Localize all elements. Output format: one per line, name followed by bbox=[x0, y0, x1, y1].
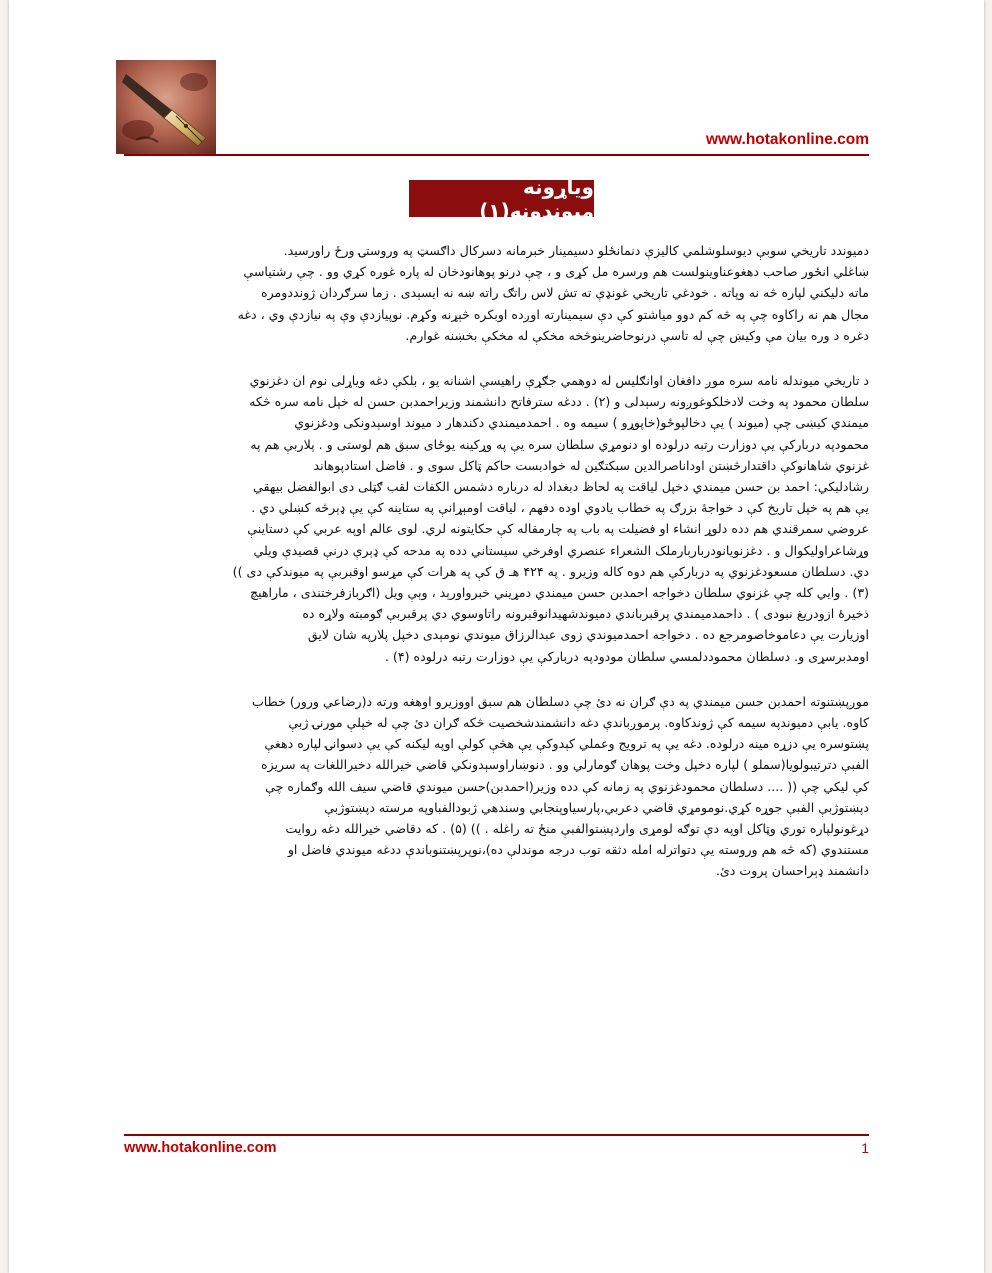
text-line: دمیوندد تاریخي سوبې دیوسلوشلمي کالیزې دنمانځلو دسیمینار خبرمانه دسرکال داګسټ په وروستۍ ورځ راورسید. bbox=[283, 243, 869, 258]
header-website-link[interactable]: www.hotakonline.com bbox=[705, 131, 869, 148]
text-line: غزنوي شاهانوکې داقتدارڅښتن اوداناصرالدین سبکتګین له خوادبست حاکم ټاکل سوی و . فاضل استادپوهاند bbox=[313, 457, 869, 473]
text-line: دړغونولپاره توري وټاکل اوپه دې توګه لومړی واردپښتوالفبې منځ ته راغله . )) (۵) . که دقاضي خیرالله دغه روایت bbox=[285, 821, 869, 837]
footer-divider bbox=[124, 1134, 869, 1136]
text-line: میمندي کیښی چې (میوند ) یې دخالپوځو(خاپوړو ) سیمه وه . احمدمیمندي دکندهار د میوند اوسېدونکی ودغزنوي bbox=[294, 415, 869, 431]
paragraph bbox=[124, 370, 869, 667]
text-line: دي. دسلطان مسعودغزنوي په دربارکې هم دوه کاله وزیرو . په ۴۲۴ هـ ق کې په هرات کې مړسو اوقبربې په میوندکې دی )) bbox=[232, 563, 869, 579]
text-line: دغره د وره بیان مې وکیښ چې له تاسې درنوحاضرینوڅخه مخکې له مخکې بخښنه غوارم. bbox=[405, 327, 869, 343]
article-title: ویاړونه میوندونه(۱) bbox=[409, 180, 594, 217]
page-number: 1 bbox=[861, 1140, 869, 1156]
text-line: رشادلیکي: احمد بن حسن میمندي دخپل لیاقت په لحاظ دبغداد له درباره دشمس الکفات لقب ګټلی دی ابوالفضل بیهقي bbox=[253, 479, 869, 495]
text-line: پښتوسره یې دزړه مینه درلوده. دغه یې په ترویج وعملي کېدوکې یې هڅې کولې اوپه لیکنه کې یې دسوانۍ لپاره دهغې bbox=[264, 736, 869, 752]
paragraph bbox=[124, 240, 869, 346]
text-line: یې هم په خپل تاریخ کې د خواجهٔ بزرګ په خطاب یادوي اوده دفهم ، لیاقت اومېړانې په ستاینه کې یې ډېرڅه کښلي دي . bbox=[251, 500, 869, 516]
document-page bbox=[9, 0, 984, 1273]
text-line: مجال هم نه راکاوه چې په څه کم دوو میاشتو کې دې سیمینارته اوږده اوبکره څېړنه وکړم. نوپیازدې وې په نیازدې وي ، دغه bbox=[237, 306, 869, 322]
paragraph bbox=[124, 691, 869, 882]
text-line: موږپښتنوته احمدبن حسن میمندي په دې ګران نه دئ چې دسلطان هم سبق اووزیرو اوهغه ورته د(رضاعي ورور) خطاب bbox=[251, 693, 869, 709]
text-line: اومدبرسړی و. دسلطان محموددلمسي سلطان مودودپه دربارکې یې دوزارت رتبه درلوده (۴) . bbox=[384, 648, 869, 664]
header-divider bbox=[124, 154, 869, 156]
text-line: (۳) . وایي کله چې غزنوي سلطان دخواجه احمدبن حسن میمندي دمړیني خبرواورېد ، وېې ویل (اګربازفرختندی ، ماراهیچ bbox=[249, 585, 869, 601]
text-line: مستندوي (که څه هم وروسته یې دتواترله امله دثقه توب درجه موندلې ده)،نوپرپښتنوباندې ددغه میوندي فاضل او bbox=[287, 842, 869, 858]
text-line: عروضي سمرقندي هم دده دلوړ انشاء او فضیلت په باب په چارمقاله کې حکایتونه لري. لوی عالم اوپه عربي کې دستاینې bbox=[247, 521, 869, 537]
text-line: دانشمند ډېراحسان پروت دئ. bbox=[715, 863, 869, 879]
text-line: ښاغلي انځور صاحب دهغوعناوینولست هم ورسره مل کړی و ، چې درنو پوهانودخان له پاره غوره کړي وو . چې رشتیاسې bbox=[243, 264, 869, 280]
text-line: دپښتوژبې الفبې جوړه کړي.نومومړي قاضي دعربي،پارسیاوپنجابي وسندهي ژبودالفباوپه مرسته دپښتوژبې bbox=[324, 799, 869, 815]
text-line: ذخیرهٔ ازودریغ نبودی ) . داحمدمیمندي پرقبرباندي دمیوندشهیدانوقبرونه راتاوسوي دي پرقبربې ګومبته ولاړه ده bbox=[302, 606, 869, 622]
text-line: کاوه. یابې دمیوندپه سیمه کې ژوندکاوه. پرموږباندې دغه دانشمندشخصیت څکه ګران دئ چې له خپلې مورنۍ ژبې bbox=[288, 715, 869, 731]
text-line: اوزیارت یې دعاموخاصومرجع ده . دخواجه احمدمیوندي زوی عبدالرزاق میوندي نومېدی دخپل پلارپه شان لایق bbox=[307, 627, 869, 643]
fountain-pen-nib-icon bbox=[116, 60, 216, 154]
text-line: ماته دلیکني لپاره څه نه وپاته . خودغي تاریخي غونډې ته تش لاس راتګ راته ښه نه ایسېدی . زما سرګردان ژونددومره bbox=[260, 285, 869, 301]
text-line: د تاریخي میوندله نامه سره موږ دافغان اوانګلیس له دوهمي جګړې راهیسې اشنانه یو ، بلکې دغه ویاړلی نوم ان دغزنوي bbox=[249, 373, 869, 389]
text-line: کې لیکي چې (( .... دسلطان محمودغزنوي په زمانه کې دده وزیر(احمدبن)حسن میوندي قاضي سیف الله وګماره چې bbox=[265, 778, 869, 794]
text-line: محمودپه دربارکې یې دوزارت رتبه درلوده او دنومړي سلطان سره یې په وړکینه یوځای سبق هم لوستی و . پلاربې هم په bbox=[250, 436, 869, 452]
footer-website-link[interactable]: www.hotakonline.com bbox=[124, 1140, 277, 1156]
article-body bbox=[124, 240, 869, 906]
text-line: وړشاعراولیکوال و . دغزنویانودرباربارملک الشعراء عنصري اوفرخي سیستاني دده په مدحه کې ډېرې درنې قصیدې ویلي bbox=[253, 542, 869, 558]
text-line: سلطان محمود په وخت لادخلکوغوږونه رسېدلی و (۲) . ددغه سترفاتح دانشمند وزیراحمدبن حسن له خپل نامه سره څکه bbox=[249, 394, 869, 410]
text-line: الفبې دترتیبولویا(سملو ) لپاره دخپل وخت پوهان ګومارلي وو . دنوښاراوسېدونکي قاضي خیرالله دخیراللغات په سریزه bbox=[260, 757, 869, 773]
